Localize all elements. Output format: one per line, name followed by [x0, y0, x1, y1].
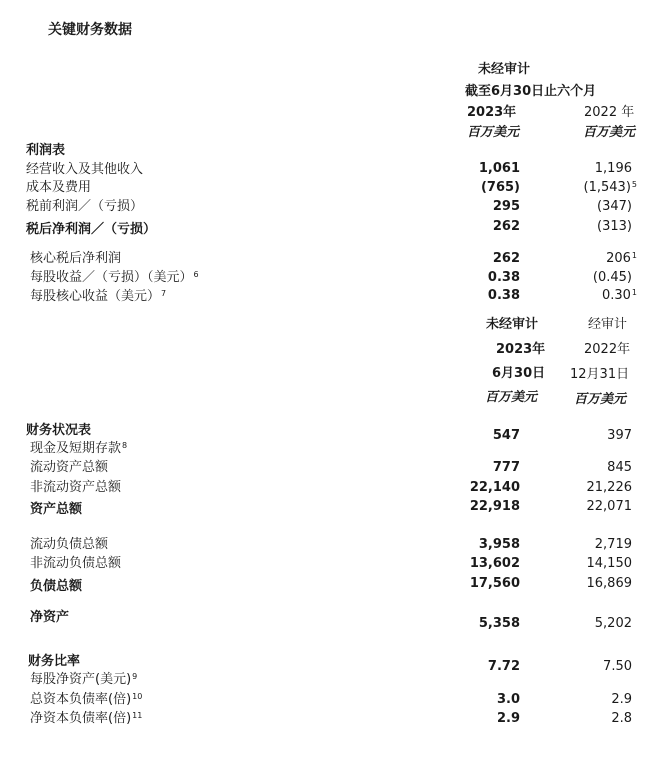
value-2022-with-note — [602, 288, 637, 304]
value-2022: (0.45) — [592, 270, 632, 285]
row-label: 负债总额 — [30, 579, 83, 594]
footnote-marker: 5 — [631, 180, 637, 189]
footnote-marker: 8 — [122, 441, 128, 450]
balance-col1-date: 6月30日 — [492, 366, 546, 381]
balance-col1-status: 未经审计 — [486, 317, 539, 332]
value-2022: 22,071 — [586, 499, 632, 514]
value-2023: 2.9 — [496, 711, 520, 726]
value-2023: 262 — [492, 219, 520, 234]
balance-col2-status: 经审计 — [588, 317, 628, 332]
row-label: 净资产 — [30, 610, 70, 625]
value-2022: 0.30 — [601, 288, 631, 303]
value-2023: 0.38 — [487, 288, 520, 303]
row-label: 核心税后净利润 — [30, 251, 122, 266]
value-2022: 2.8 — [611, 711, 632, 726]
row-label: 流动资产总额 — [30, 460, 109, 475]
row-label: 总资本负债率(倍) — [30, 692, 132, 707]
value-2022: 206 — [606, 251, 631, 266]
value-2022: (1,543) — [583, 180, 631, 195]
value-2023: 17,560 — [469, 576, 520, 591]
footnote-marker: 1 — [631, 288, 637, 297]
row-label: 每股净资产(美元) — [30, 672, 132, 687]
value-2023: 3,958 — [478, 537, 520, 552]
footnote-marker: 11 — [132, 711, 143, 720]
row-label: 资产总额 — [30, 502, 83, 517]
value-2023: 1,061 — [478, 161, 520, 176]
value-2023: 777 — [492, 460, 520, 475]
income-unaudited-label: 未经审计 — [478, 62, 531, 77]
value-2023: 13,602 — [469, 556, 520, 571]
row-label: 净资本负债率(倍) — [30, 711, 132, 726]
balance-section-title: 财务状况表 — [26, 423, 92, 438]
balance-col1-year: 2023年 — [496, 342, 546, 357]
value-2023: (765) — [480, 180, 520, 195]
value-2022: 21,226 — [586, 480, 632, 495]
ratio-section-title: 财务比率 — [28, 654, 81, 669]
row-label: 税后净利润／（亏损） — [26, 222, 157, 237]
value-2023: 22,918 — [469, 499, 520, 514]
value-2022: 16,869 — [586, 576, 632, 591]
value-2022: (347) — [597, 199, 632, 214]
row-label-with-note — [30, 711, 142, 727]
row-label-with-note — [30, 672, 137, 688]
value-2022: 397 — [607, 428, 632, 443]
balance-col2-date: 12月31日 — [570, 367, 630, 382]
row-label: 流动负债总额 — [30, 537, 109, 552]
income-period-label: 截至6月30日止六个月 — [465, 84, 597, 99]
row-label: 现金及短期存款 — [30, 441, 122, 456]
row-label: 税前利润／（亏损） — [26, 199, 144, 214]
footnote-marker: 1 — [631, 251, 637, 260]
value-2023: 0.38 — [487, 270, 520, 285]
value-2022: 845 — [607, 460, 632, 475]
value-2023: 5,358 — [478, 616, 520, 631]
value-2022: 2,719 — [594, 537, 632, 552]
value-2022: 2.9 — [611, 692, 632, 707]
row-label: 经营收入及其他收入 — [26, 162, 144, 177]
income-year-current: 2023年 — [467, 105, 517, 120]
row-label-with-note — [30, 270, 199, 286]
value-2022: 7.50 — [603, 659, 632, 674]
value-2022: (313) — [597, 219, 632, 234]
row-label-with-note — [30, 441, 127, 457]
value-2022-with-note — [606, 251, 637, 267]
income-year-prior: 2022 年 — [584, 105, 635, 120]
balance-col2-year: 2022年 — [584, 342, 631, 357]
row-label: 非流动负债总额 — [30, 556, 122, 571]
value-2023: 3.0 — [496, 692, 520, 707]
row-label: 每股核心收益（美元） — [30, 289, 161, 304]
footnote-marker: 6 — [193, 270, 199, 279]
income-unit-prior: 百万美元 — [583, 125, 636, 140]
value-2022: 1,196 — [594, 161, 632, 176]
page-title: 关键财务数据 — [48, 22, 132, 38]
row-label: 非流动资产总额 — [30, 480, 122, 495]
row-label-with-note — [30, 289, 166, 305]
value-2023: 547 — [492, 428, 520, 443]
row-label: 成本及费用 — [26, 180, 92, 195]
value-2022-with-note — [584, 180, 637, 196]
value-2022: 14,150 — [586, 556, 632, 571]
balance-unit-col1: 百万美元 — [485, 390, 538, 405]
balance-unit-col2: 百万美元 — [574, 392, 627, 407]
row-label: 每股收益／（亏损）（美元） — [30, 270, 193, 285]
footnote-marker: 7 — [161, 289, 167, 298]
value-2022: 5,202 — [594, 616, 632, 631]
value-2023: 7.72 — [487, 659, 520, 674]
value-2023: 262 — [492, 251, 520, 266]
footnote-marker: 9 — [132, 672, 138, 681]
income-unit-current: 百万美元 — [467, 125, 520, 140]
value-2023: 295 — [492, 199, 520, 214]
footnote-marker: 10 — [132, 692, 143, 701]
row-label-with-note — [30, 692, 142, 708]
value-2023: 22,140 — [469, 480, 520, 495]
income-section-title: 利润表 — [26, 143, 66, 158]
